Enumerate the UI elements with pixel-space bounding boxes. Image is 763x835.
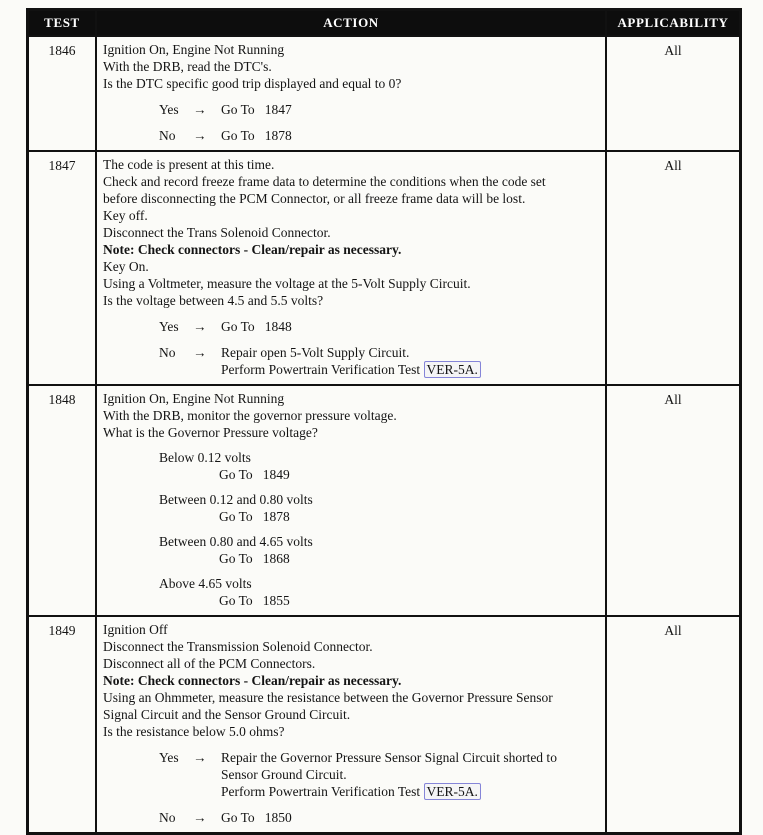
table-row (28, 36, 741, 151)
condition-block (159, 449, 599, 483)
decision-results (221, 809, 599, 826)
result-text: Perform Powertrain Verification Test (221, 784, 424, 799)
col-header-test: TEST (28, 10, 97, 37)
result-line (219, 550, 599, 567)
action-line: Ignition Off (103, 622, 168, 637)
action-line: With the DRB, monitor the governor pressure voltage. (103, 408, 397, 423)
decision-results (219, 592, 599, 609)
result-line (219, 508, 599, 525)
result-line (221, 344, 599, 361)
result-line (221, 766, 599, 783)
table-header (28, 10, 741, 37)
table-body (28, 36, 741, 834)
action-line: Ignition On, Engine Not Running (103, 42, 285, 57)
result-line (221, 809, 599, 826)
result-line (221, 749, 599, 766)
condition-label: Below 0.12 volts (159, 450, 251, 465)
action-line: Is the voltage between 4.5 and 5.5 volts? (103, 293, 324, 308)
decision-row (159, 127, 599, 144)
ver-5a-link[interactable]: VER-5A. (424, 361, 481, 378)
action-cell (96, 36, 606, 151)
result-text: Go To 1855 (219, 593, 290, 608)
result-text: Go To 1868 (219, 551, 290, 566)
test-number-cell: 1848 (28, 385, 97, 616)
decision-row (159, 318, 599, 335)
result-line (221, 783, 599, 800)
decision-results (221, 318, 599, 335)
action-line: Disconnect all of the PCM Connectors. (103, 656, 316, 671)
decision-label: No (159, 810, 176, 825)
decision-results (219, 466, 599, 483)
action-cell (96, 151, 606, 385)
decision-results (221, 749, 599, 800)
action-line: Note: Check connectors - Clean/repair as necessary. (103, 242, 402, 257)
condition-label: Above 4.65 volts (159, 576, 252, 591)
decision-results (221, 101, 599, 118)
arrow-icon: → (193, 319, 207, 334)
decision-results (221, 127, 599, 144)
action-line: Check and record freeze frame data to determine the conditions when the code set (103, 174, 546, 189)
result-text: Repair open 5-Volt Supply Circuit. (221, 345, 410, 360)
choices (103, 449, 599, 609)
result-text: Go To 1848 (221, 319, 292, 334)
condition-label: Between 0.12 and 0.80 volts (159, 492, 313, 507)
action-line: With the DRB, read the DTC's. (103, 59, 272, 74)
condition-block (159, 575, 599, 609)
decision-row (159, 809, 599, 826)
decision-label: Yes (159, 750, 179, 765)
action-line: Is the DTC specific good trip displayed and equal to 0? (103, 76, 402, 91)
arrow-icon: → (193, 128, 207, 143)
action-line: Disconnect the Trans Solenoid Connector. (103, 225, 331, 240)
decision-row (159, 749, 599, 800)
header-row (28, 10, 741, 37)
test-number-cell: 1849 (28, 616, 97, 834)
applicability-cell: All (606, 151, 741, 385)
decision-row (159, 344, 599, 378)
action-cell (96, 616, 606, 834)
decision-label: Yes (159, 319, 179, 334)
arrow-icon: → (193, 345, 207, 360)
result-line (219, 466, 599, 483)
result-text: Go To 1849 (219, 467, 290, 482)
action-line: Using an Ohmmeter, measure the resistance between the Governor Pressure Sensor (103, 690, 553, 705)
decision-results (219, 508, 599, 525)
col-header-applicability: APPLICABILITY (606, 10, 741, 37)
test-number-cell: 1847 (28, 151, 97, 385)
decision-label: No (159, 345, 176, 360)
action-line: Key off. (103, 208, 148, 223)
condition-block (159, 491, 599, 525)
test-number-cell: 1846 (28, 36, 97, 151)
applicability-cell: All (606, 385, 741, 616)
result-line (219, 592, 599, 609)
condition-block (159, 533, 599, 567)
result-text: Go To 1878 (219, 509, 290, 524)
result-line (221, 101, 599, 118)
decision-row (159, 101, 599, 118)
table-row (28, 385, 741, 616)
decision-results (219, 550, 599, 567)
choices (103, 101, 599, 144)
col-header-action: ACTION (96, 10, 606, 37)
decision-label: Yes (159, 102, 179, 117)
action-line: What is the Governor Pressure voltage? (103, 425, 318, 440)
arrow-icon: → (193, 750, 207, 765)
result-line (221, 318, 599, 335)
result-line (221, 127, 599, 144)
condition-label: Between 0.80 and 4.65 volts (159, 534, 313, 549)
action-line: Key On. (103, 259, 149, 274)
action-line: Signal Circuit and the Sensor Ground Circuit. (103, 707, 351, 722)
arrow-icon: → (193, 102, 207, 117)
result-text: Go To 1878 (221, 128, 292, 143)
choices (103, 318, 599, 378)
applicability-cell: All (606, 616, 741, 834)
result-text: Repair the Governor Pressure Sensor Signal Circuit shorted to (221, 750, 557, 765)
action-line: The code is present at this time. (103, 157, 275, 172)
result-text: Sensor Ground Circuit. (221, 767, 347, 782)
action-line: Note: Check connectors - Clean/repair as necessary. (103, 673, 402, 688)
action-cell (96, 385, 606, 616)
table-row (28, 151, 741, 385)
applicability-cell: All (606, 36, 741, 151)
action-line: Disconnect the Transmission Solenoid Connector. (103, 639, 373, 654)
choices (103, 749, 599, 826)
ver-5a-link[interactable]: VER-5A. (424, 783, 481, 800)
result-text: Go To 1847 (221, 102, 292, 117)
action-line: Using a Voltmeter, measure the voltage at the 5-Volt Supply Circuit. (103, 276, 471, 291)
action-line: before disconnecting the PCM Connector, or all freeze frame data will be lost. (103, 191, 526, 206)
action-line: Ignition On, Engine Not Running (103, 391, 285, 406)
diagnostic-test-table (26, 8, 742, 835)
result-line (221, 361, 599, 378)
table-row (28, 616, 741, 834)
result-text: Perform Powertrain Verification Test (221, 362, 424, 377)
decision-results (221, 344, 599, 378)
decision-label: No (159, 128, 176, 143)
action-line: Is the resistance below 5.0 ohms? (103, 724, 285, 739)
arrow-icon: → (193, 810, 207, 825)
result-text: Go To 1850 (221, 810, 292, 825)
